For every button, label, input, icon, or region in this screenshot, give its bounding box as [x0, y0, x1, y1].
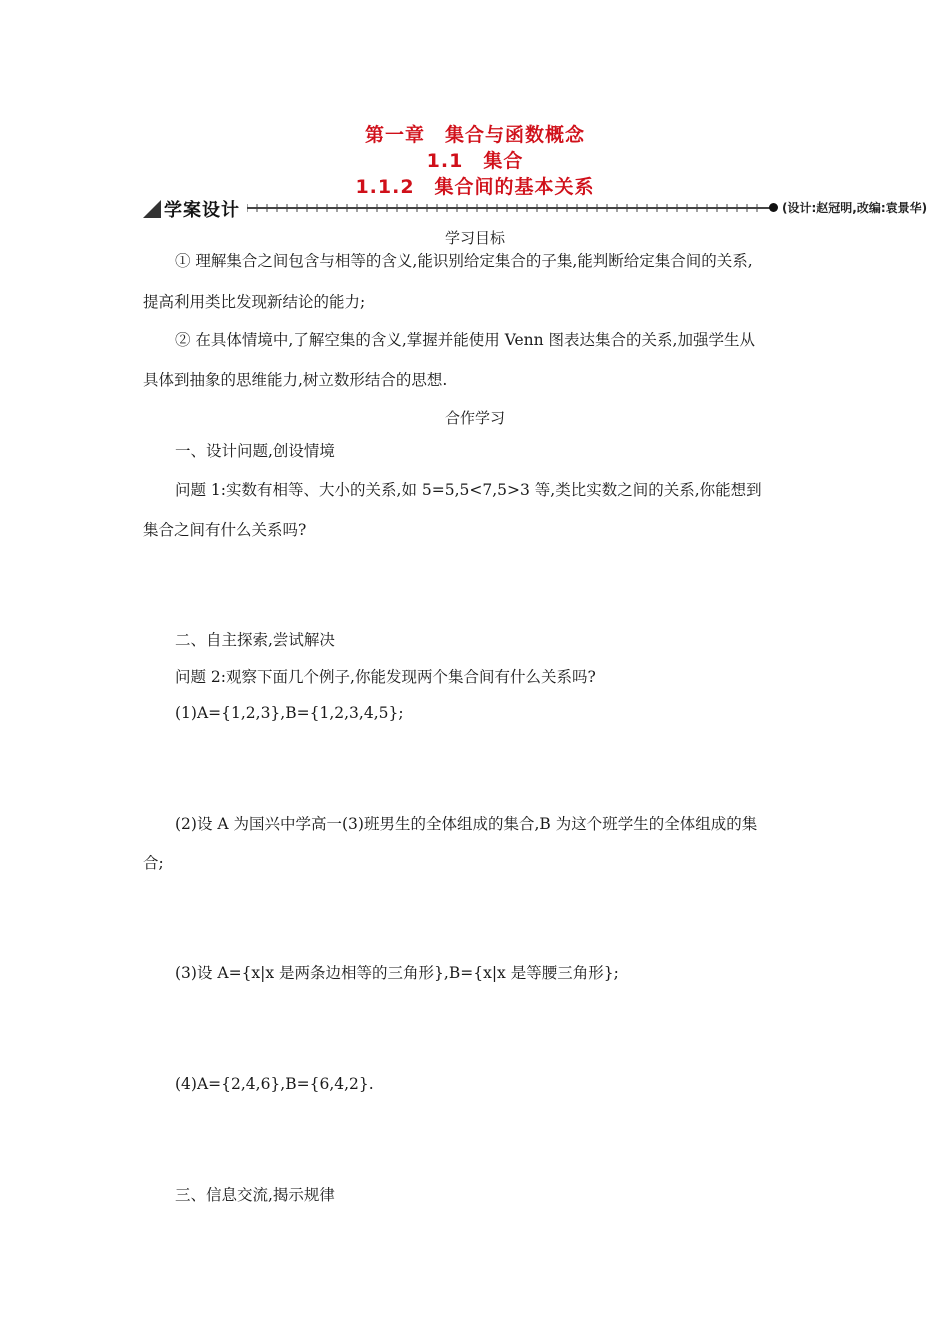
- chapter-title: 第一章 集合与函数概念: [364, 124, 585, 146]
- part-1-heading: 一、设计问题,创设情境: [175, 442, 335, 460]
- subsection-title: 1.1.2 集合间的基本关系: [355, 176, 595, 198]
- part-3-heading: 三、信息交流,揭示规律: [175, 1186, 335, 1204]
- banner-label: 学案设计: [164, 200, 240, 221]
- banner-triangle-icon: [143, 200, 161, 218]
- question-1-line-2: 集合之间有什么关系吗?: [143, 521, 307, 539]
- banner-credit: (设计:赵冠明,改编:袁景华): [782, 201, 928, 215]
- section-title: 1.1 集合: [426, 150, 524, 172]
- banner-end-dot-icon: [769, 203, 778, 212]
- question-1-line-1: 问题 1:实数有相等、大小的关系,如 5=5,5<7,5>3 等,类比实数之间的关系,你能想到: [175, 481, 762, 499]
- part-2-heading: 二、自主探索,尝试解决: [175, 631, 335, 649]
- study-plan-banner: [143, 196, 928, 221]
- cooperative-heading: 合作学习: [444, 409, 505, 427]
- example-4: (4)A={2,4,6},B={6,4,2}.: [175, 1075, 374, 1093]
- example-3: (3)设 A={x|x 是两条边相等的三角形},B={x|x 是等腰三角形};: [175, 964, 619, 982]
- example-2-line-2: 合;: [143, 854, 164, 872]
- objective-2-line-1: ② 在具体情境中,了解空集的含义,掌握并能使用 Venn 图表达集合的关系,加强学生从: [175, 331, 755, 349]
- banner-logo: [143, 196, 240, 222]
- objective-1-line-1: ① 理解集合之间包含与相等的含义,能识别给定集合的子集,能判断给定集合间的关系,: [175, 252, 753, 270]
- objective-2-line-2: 具体到抽象的思维能力,树立数形结合的思想.: [143, 371, 448, 389]
- question-2: 问题 2:观察下面几个例子,你能发现两个集合间有什么关系吗?: [175, 668, 596, 686]
- objectives-heading: 学习目标: [444, 229, 505, 247]
- objective-1-line-2: 提高利用类比发现新结论的能力;: [143, 293, 366, 311]
- example-1: (1)A={1,2,3},B={1,2,3,4,5};: [175, 704, 404, 722]
- banner-ticks: [247, 202, 771, 214]
- example-2-line-1: (2)设 A 为国兴中学高一(3)班男生的全体组成的集合,B 为这个班学生的全体组成的集: [175, 815, 758, 833]
